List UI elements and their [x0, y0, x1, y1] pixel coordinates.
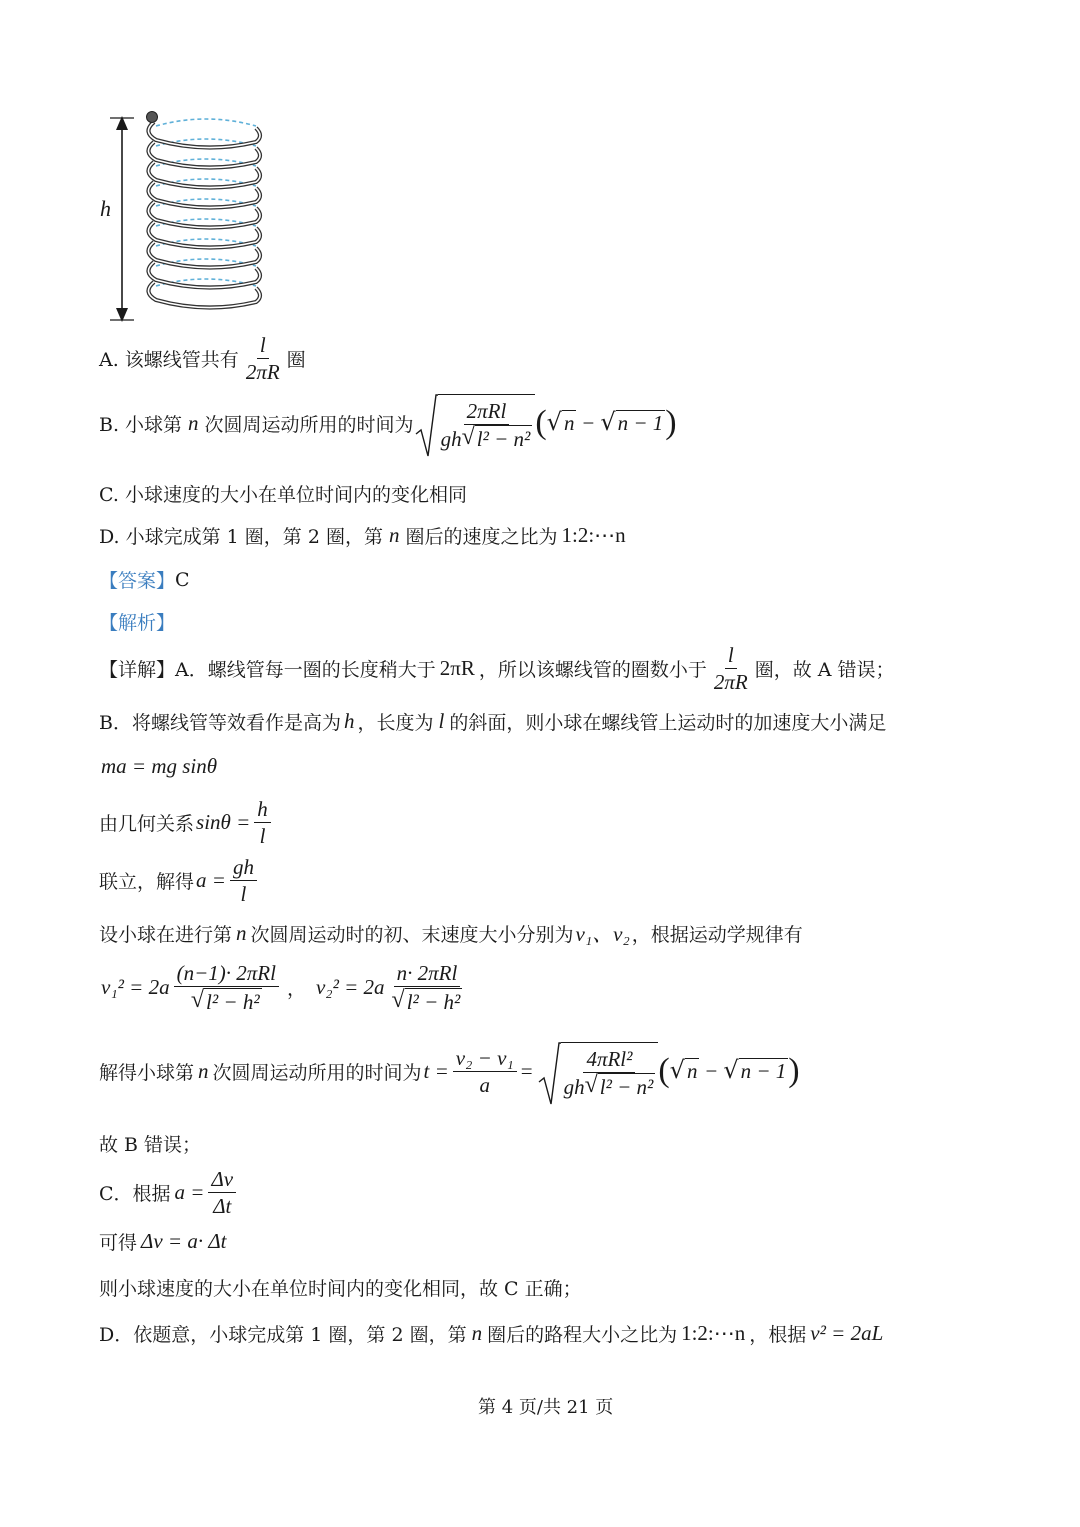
equation-ma: ma = mg sinθ — [101, 754, 218, 778]
option-d: D. 小球完成第 1 圈，第 2 圈，第 n 圈后的速度之比为 1:2:⋯n — [99, 523, 626, 548]
ball-icon — [147, 112, 158, 123]
option-b-radical: 2πRl gh √ l² − n² — [414, 394, 536, 452]
option-b: B. 小球第 n 次圆周运动所用的时间为 2πRl gh √ l² − n² ( √ n − √ n − 1 ) — [99, 394, 677, 452]
b-wrong: 故 B 错误； — [99, 1134, 202, 1156]
geometry-relation: 由几何关系 sinθ = $\frac{h}{l}$ — [99, 796, 275, 849]
detail-c2: 可得 Δv = a· Δt — [99, 1229, 227, 1254]
analysis-label: 【解析】 — [99, 612, 176, 634]
detail-c: C．根据 a = $\frac{\Delta v}{\Delta t}$ — [99, 1166, 240, 1219]
option-a: A. 该螺线管共有 $\frac{l}{2\pi R}$ 圈 — [99, 333, 306, 384]
answer-line: 【答案】 C — [99, 568, 190, 592]
join-solve: 联立，解得 a = $\frac{gh}{l}$ — [99, 854, 261, 907]
detail-c3: 则小球速度的大小在单位时间内的变化相同，故 C 正确； — [99, 1278, 582, 1300]
option-a-fraction: $\frac{l}{2\pi R}$ — [245, 333, 280, 384]
page-footer: 第 4 页/共 21 页 — [478, 1397, 614, 1418]
detail-d: D．依题意，小球完成第 1 圈，第 2 圈，第 n 圈后的路程大小之比为 1:2:⋯n ，根据 v² = 2aL — [99, 1321, 884, 1346]
set-velocities: 设小球在进行第 n 次圆周运动时的初、末速度大小分别为 v₁、v₂ ，根据运动学规律有 — [99, 920, 803, 946]
option-c: C. 小球速度的大小在单位时间内的变化相同 — [99, 484, 467, 506]
solution-time: 解得小球第 n 次圆周运动所用的时间为 t = $\frac{\text{v₂ − v₁}}{a}$ = 4πRl² gh √ l² − n² ( √ n − √ n − 1 ) — [99, 1042, 800, 1100]
detail-b-line1: B．将螺线管等效看作是高为 h ，长度为 l 的斜面，则小球在螺线管上运动时的加速度大小满足 — [99, 709, 887, 734]
detail-a: 【详解】 A．螺线管每一圈的长度稍大于 2πR ，所以该螺线管的圈数小于 $\frac{l}{2\pi R}$ 圈，故 A 错误； — [99, 643, 895, 694]
figure-height-label: h — [100, 196, 111, 221]
velocity-equations: v₁² = 2a (n−1)· 2πRl √ l² − h² ， v₂² = 2a n· 2πRl √ l² − h² — [101, 961, 461, 1014]
solenoid-figure — [96, 108, 266, 328]
